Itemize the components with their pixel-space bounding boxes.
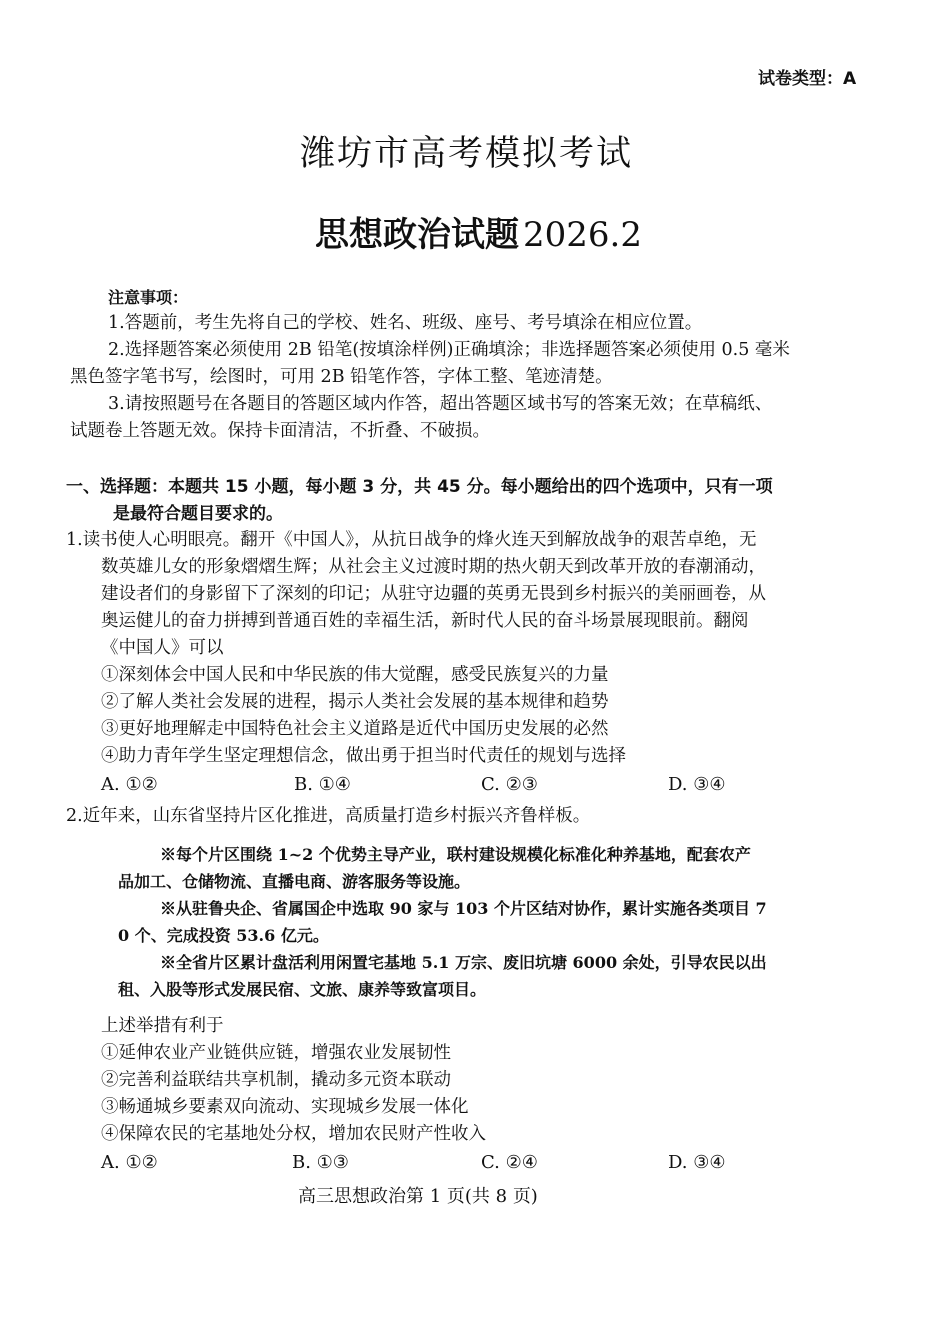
paper-type: 试卷类型：A — [758, 69, 857, 89]
q2-option-b: B. ①③ — [292, 1152, 349, 1173]
q1-stem-line: 建设者们的身影留下了深刻的印记；从驻守边疆的英勇无畏到乡村振兴的美丽画卷，从 — [101, 584, 766, 604]
q1-statement-3: ③更好地理解走中国特色社会主义道路是近代中国历史发展的必然 — [101, 719, 609, 739]
q2-material-2-cont: 0 个、完成投资 53.6 亿元。 — [118, 926, 329, 945]
q2-statement-2: ②完善利益联结共享机制，撬动多元资本联动 — [101, 1070, 451, 1090]
q2-material-2: ※从驻鲁央企、省属国企中选取 90 家与 103 个片区结对协作，累计实施各类项目 7 — [160, 899, 767, 918]
exam-title: 潍坊市高考模拟考试 — [300, 134, 634, 174]
q2-intro: 2.近年来，山东省坚持片区化推进，高质量打造乡村振兴齐鲁样板。 — [66, 806, 591, 826]
q2-option-c: C. ②④ — [481, 1152, 538, 1173]
q1-stem-line: 奥运健儿的奋力拼搏到普通百姓的幸福生活，新时代人民的奋斗场景展现眼前。翻阅 — [101, 611, 749, 631]
section-line-2: 是最符合题目要求的。 — [113, 504, 283, 524]
exam-year: 2026.2 — [523, 215, 642, 255]
notice-item-3: 3.请按照题号在各题目的答题区域内作答，超出答题区域书写的答案无效；在草稿纸、 — [108, 394, 773, 414]
q2-material-3-cont: 租、入股等形式发展民宿、文旅、康养等致富项目。 — [118, 980, 487, 999]
q2-material-1-cont: 品加工、仓储物流、直播电商、游客服务等设施。 — [118, 872, 471, 891]
q1-option-b: B. ①④ — [294, 774, 351, 795]
q1-option-d: D. ③④ — [668, 774, 726, 795]
notice-item-1: 1.答题前，考生先将自己的学校、姓名、班级、座号、考号填涂在相应位置。 — [108, 313, 703, 333]
q2-lead: 上述举措有利于 — [101, 1016, 224, 1036]
q2-option-a: A. ①② — [101, 1152, 158, 1173]
notice-item-2: 2.选择题答案必须使用 2B 铅笔(按填涂样例)正确填涂；非选择题答案必须使用 0.5 毫米 — [108, 340, 790, 360]
q2-option-d: D. ③④ — [668, 1152, 726, 1173]
q1-stem-line: 1.读书使人心明眼亮。翻开《中国人》，从抗日战争的烽火连天到解放战争的艰苦卓绝，无 — [66, 530, 757, 550]
subject-name: 思想政治试题 — [315, 215, 519, 255]
q1-statement-4: ④助力青年学生坚定理想信念，做出勇于担当时代责任的规划与选择 — [101, 746, 626, 766]
q1-statement-2: ②了解人类社会发展的进程，揭示人类社会发展的基本规律和趋势 — [101, 692, 609, 712]
exam-subtitle — [315, 207, 642, 256]
q1-option-c: C. ②③ — [481, 774, 538, 795]
q1-stem-line: 数英雄儿女的形象熠熠生辉；从社会主义过渡时期的热火朝天到改革开放的春潮涌动， — [101, 557, 766, 577]
q1-statement-1: ①深刻体会中国人民和中华民族的伟大觉醒，感受民族复兴的力量 — [101, 665, 609, 685]
q2-material-3: ※全省片区累计盘活利用闲置宅基地 5.1 万宗、废旧坑塘 6000 余处，引导农民以出 — [160, 953, 767, 972]
page-footer: 高三思想政治第 1 页(共 8 页) — [298, 1186, 538, 1207]
section-line-1: 一、选择题：本题共 15 小题，每小题 3 分，共 45 分。每小题给出的四个选项中，只有一项 — [66, 477, 773, 497]
q1-option-a: A. ①② — [101, 774, 158, 795]
q2-statement-1: ①延伸农业产业链供应链，增强农业发展韧性 — [101, 1043, 451, 1063]
notice-heading: 注意事项： — [108, 288, 189, 307]
q2-statement-4: ④保障农民的宅基地处分权，增加农民财产性收入 — [101, 1124, 486, 1144]
notice-item-3-cont: 试题卷上答题无效。保持卡面清洁，不折叠、不破损。 — [70, 421, 490, 441]
q1-stem-line: 《中国人》可以 — [101, 638, 224, 658]
q2-material-1: ※每个片区围绕 1~2 个优势主导产业，联村建设规模化标准化种养基地，配套农产 — [160, 845, 751, 864]
q2-statement-3: ③畅通城乡要素双向流动、实现城乡发展一体化 — [101, 1097, 469, 1117]
notice-item-2-cont: 黑色签字笔书写，绘图时，可用 2B 铅笔作答，字体工整、笔迹清楚。 — [70, 367, 613, 387]
